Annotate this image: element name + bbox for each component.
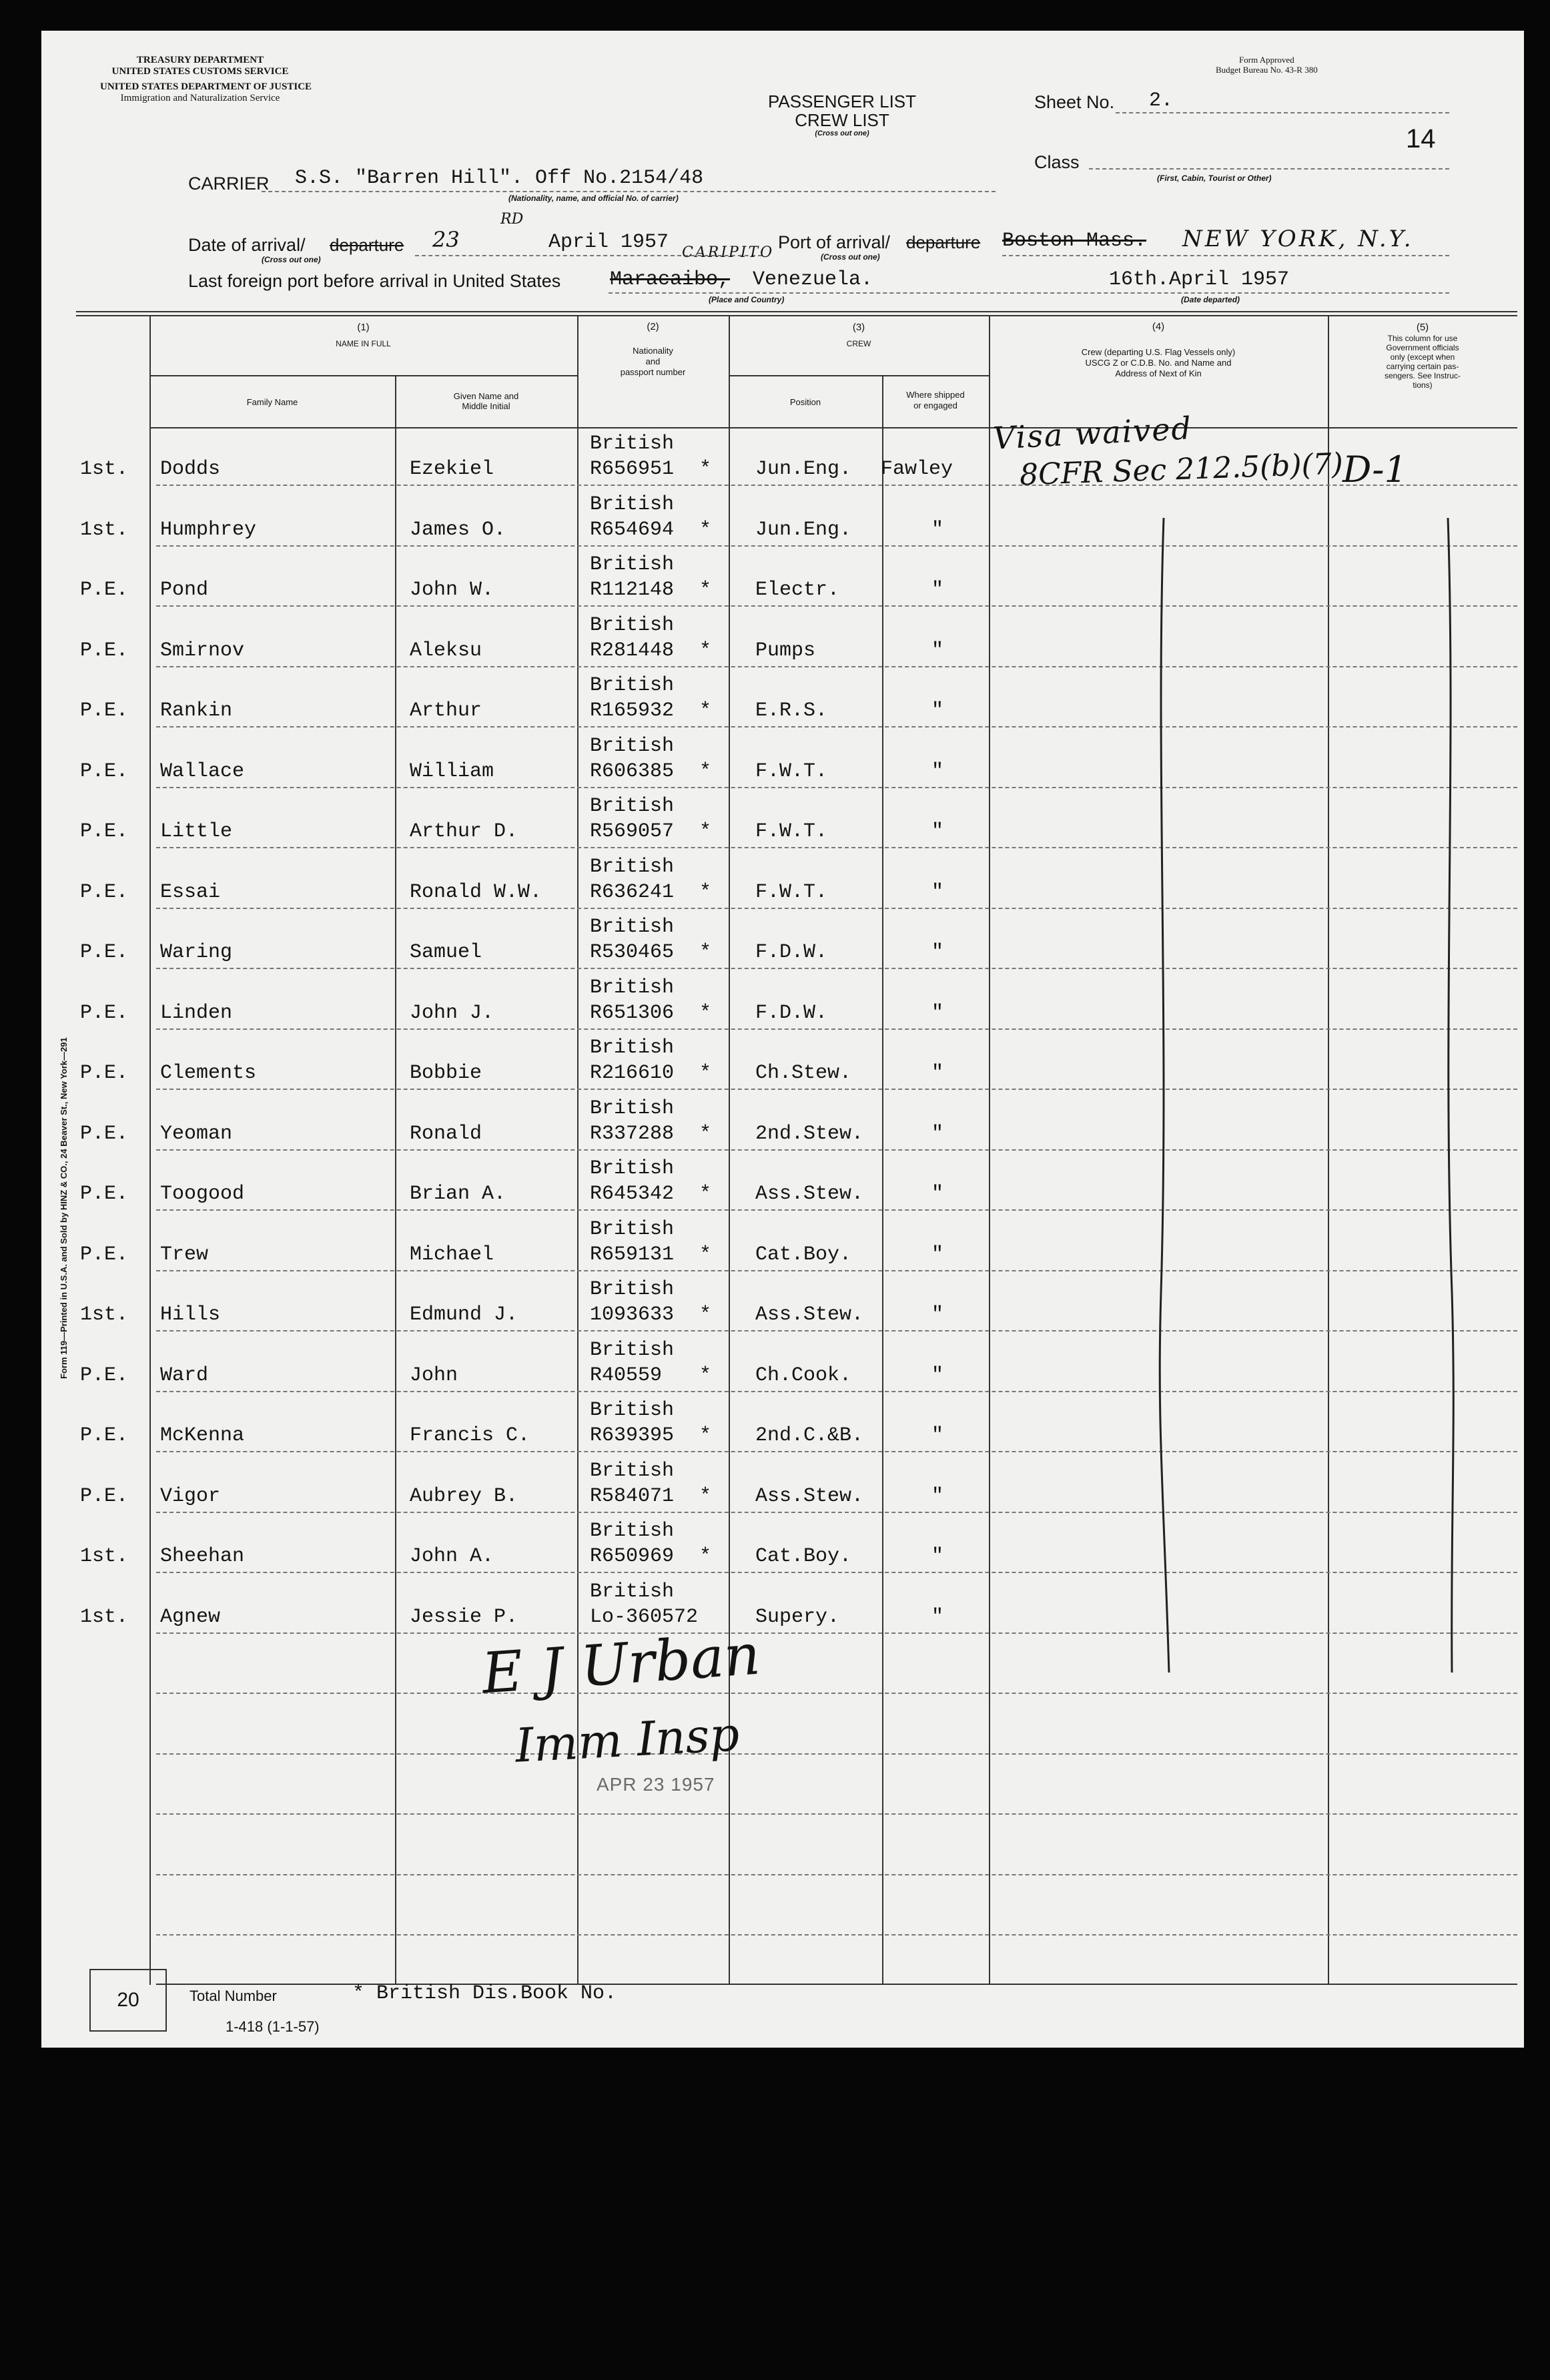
row-class: 1st. [80,518,129,541]
row-given-name: John J. [410,1001,494,1024]
row-given-name: Ronald [410,1122,482,1145]
row-passport: R112148 [590,579,675,601]
row-family-name: Hills [160,1303,221,1326]
row-passport: R656951 [590,458,675,481]
carrier-line [262,191,996,192]
code-note: D-1 [1342,449,1407,491]
row-where-shipped: " [931,1545,944,1568]
row-position: Cat.Boy. [755,1545,852,1568]
col4-header [989,322,1328,379]
row-given-name: James O. [410,518,506,541]
document-page [41,31,1524,2048]
header-line: Where shipped [906,390,965,400]
row-given-name: John A. [410,1545,494,1568]
row-dis-book-mark: * [699,880,712,904]
form-approved [1216,55,1318,75]
row-class: P.E. [80,1001,129,1024]
header-line: only (except when [1390,352,1455,362]
row-where-shipped: " [931,880,944,904]
date-arrival-label: Date of arrival/ [188,235,306,255]
header-bottom-rule [149,427,1517,428]
header-line: USCG Z or C.D.B. No. and Name and [1085,358,1232,368]
header-line: Address of Next of Kin [1115,368,1202,378]
row-class: P.E. [80,1364,129,1387]
empty-row-rule [156,1693,1517,1694]
shipped-header [882,390,989,411]
empty-row-rule [156,1813,1517,1815]
col-title: CREW [846,339,871,348]
row-given-name: Aleksu [410,639,482,662]
row-position: Electr. [755,579,840,601]
row-position: 2nd.Stew. [755,1122,864,1145]
row-dis-book-mark: * [699,458,712,481]
header-line: or engaged [913,400,957,410]
row-dis-book-mark: * [699,518,712,541]
row-family-name: Yeoman [160,1122,233,1145]
col-title: NAME IN FULL [336,339,391,348]
row-passport: R645342 [590,1183,675,1205]
header-line: Middle Initial [462,401,510,411]
cross-out-note: (Cross out one) [815,129,869,137]
class-note: (First, Cabin, Tourist or Other) [1157,174,1272,183]
row-family-name: Linden [160,1001,233,1024]
list-title-line: CREW LIST [795,110,889,130]
row-nationality: British [590,674,675,697]
row-dis-book-mark: * [699,820,712,843]
row-class: P.E. [80,1183,129,1205]
col-divider [395,375,396,1985]
row-passport: 1093633 [590,1303,675,1326]
row-given-name: Jessie P. [410,1605,518,1628]
row-given-name: Ezekiel [410,458,494,481]
col2-header [577,322,729,378]
row-where-shipped: " [931,639,944,662]
side-print: Form 119—Printed in U.S.A. and Sold by HINZ & CO., 24 Beaver St., New York—291 [59,1037,69,1379]
inspector-signature: E J Urban [480,1621,763,1707]
row-position: Ch.Stew. [755,1062,852,1085]
row-passport: R216610 [590,1062,675,1085]
row-where-shipped: " [931,699,944,722]
row-passport: R281448 [590,639,675,662]
empty-row-rule [156,1934,1517,1936]
row-passport: R337288 [590,1122,675,1145]
port-cross-note: (Cross out one) [821,252,880,262]
row-where-shipped: " [931,1122,944,1145]
row-nationality: British [590,976,675,999]
col-divider [882,375,883,1985]
form-approved-line: Form Approved [1239,55,1294,65]
row-where-shipped: " [931,1062,944,1085]
row-family-name: McKenna [160,1424,245,1447]
row-family-name: Vigor [160,1484,221,1508]
row-family-name: Essai [160,880,221,904]
row-position: Jun.Eng. [755,458,852,481]
row-where-shipped: " [931,518,944,541]
row-given-name: Brian A. [410,1183,506,1205]
header-line: and [645,356,661,366]
day: 23 [432,227,460,252]
row-dis-book-mark: * [699,1424,712,1447]
last-port-line [609,292,1449,294]
class-label: Class [1034,152,1080,172]
row-nationality: British [590,916,675,938]
col-number: (3) [852,322,865,333]
row-family-name: Rankin [160,699,233,722]
col5-header [1328,322,1517,390]
date-departed-note: (Date departed) [1181,295,1240,304]
header-line: carrying certain pas- [1386,362,1459,371]
row-nationality: British [590,1580,675,1603]
row-passport: R654694 [590,518,675,541]
row-nationality: British [590,855,675,878]
family-name-header: Family Name [246,397,298,407]
agency-line: TREASURY DEPARTMENT [136,55,264,65]
row-class: P.E. [80,579,129,601]
list-title [715,92,969,138]
row-where-shipped: " [931,760,944,783]
row-nationality: British [590,795,675,818]
col1-header [149,322,577,350]
row-position: Pumps [755,639,816,662]
row-rule [156,485,1517,486]
row-where-shipped: " [931,941,944,964]
sheet-line [1116,112,1449,113]
row-given-name: William [410,760,494,783]
row-passport: R606385 [590,760,675,783]
row-position: Ass.Stew. [755,1303,864,1326]
row-family-name: Pond [160,579,209,601]
row-given-name: Aubrey B. [410,1484,518,1508]
row-given-name: Michael [410,1243,494,1266]
row-nationality: British [590,1157,675,1180]
row-position: F.W.T. [755,820,828,843]
form-number: 1-418 (1-1-57) [226,2018,320,2035]
agency-line: UNITED STATES DEPARTMENT OF JUSTICE [100,81,312,92]
row-where-shipped: " [931,579,944,601]
row-where-shipped: " [931,1484,944,1508]
row-family-name: Wallace [160,760,245,783]
date-stamp: APR 23 1957 [597,1774,715,1795]
col3-header [729,322,989,350]
total-number-label: Total Number [189,1988,277,2004]
list-title-line: PASSENGER LIST [767,91,917,111]
row-dis-book-mark: * [699,579,712,601]
row-class: 1st. [80,458,129,481]
visa-waived-note: Visa waived [992,410,1194,457]
row-passport: R165932 [590,699,675,722]
page-number: 14 [1406,124,1436,154]
row-given-name: Arthur D. [410,820,518,843]
row-dis-book-mark: * [699,639,712,662]
bracket-line [1160,518,1169,1673]
row-nationality: British [590,1036,675,1059]
port-struck-word: departure [906,232,981,252]
header-line: Nationality [633,346,673,356]
row-given-name: Arthur [410,699,482,722]
col-number: (5) [1416,322,1429,333]
day-suffix: RD [500,211,524,228]
row-passport: R40559 [590,1364,663,1387]
row-where-shipped: Fawley [881,458,953,481]
row-nationality: British [590,493,675,516]
row-dis-book-mark: * [699,1183,712,1205]
row-family-name: Agnew [160,1605,221,1628]
row-passport: Lo-360572 [590,1605,699,1628]
port-handwritten: NEW YORK, N.Y. [1182,226,1414,252]
header-line: Given Name and [453,391,519,401]
row-dis-book-mark: * [699,1062,712,1085]
row-family-name: Smirnov [160,639,245,662]
header-line: Crew (departing U.S. Flag Vessels only) [1081,347,1236,357]
row-given-name: Bobbie [410,1062,482,1085]
inspector-title: Imm Insp [514,1707,741,1773]
row-class: P.E. [80,1122,129,1145]
date-cross-note: (Cross out one) [262,255,321,264]
row-position: F.W.T. [755,760,828,783]
position-header: Position [789,397,821,407]
row-given-name: Edmund J. [410,1303,518,1326]
row-family-name: Humphrey [160,518,257,541]
row-where-shipped: " [931,1243,944,1266]
row-passport: R650969 [590,1545,675,1568]
last-port-country: Venezuela. [753,268,873,291]
row-family-name: Little [160,820,233,843]
row-nationality: British [590,1459,675,1482]
row-nationality: British [590,432,675,455]
row-nationality: British [590,1217,675,1241]
row-where-shipped: " [931,1605,944,1628]
carrier-note: (Nationality, name, and official No. of carrier) [508,194,679,203]
header-line: Government officials [1386,343,1459,352]
header-line: tions) [1413,380,1433,390]
port-arrival-label: Port of arrival/ [778,232,891,252]
row-class: P.E. [80,820,129,843]
class-line [1089,168,1449,170]
row-family-name: Trew [160,1243,209,1266]
row-dis-book-mark: * [699,1303,712,1326]
form-approved-line: Budget Bureau No. 43-R 380 [1216,65,1318,75]
place-note: (Place and Country) [709,295,785,304]
port-line [1002,255,1449,256]
col-number: (1) [357,322,370,333]
month-year: April 1957 [548,231,669,254]
row-dis-book-mark: * [699,1001,712,1024]
row-nationality: British [590,1338,675,1362]
port-typed: Boston Mass. [1002,230,1147,252]
row-class: P.E. [80,941,129,964]
sheet-number: 2. [1149,89,1174,112]
empty-row-rule [156,1753,1517,1755]
row-position: Ch.Cook. [755,1364,852,1387]
carrier-label: CARRIER [188,174,270,194]
agency-block [100,55,312,104]
row-class: P.E. [80,1243,129,1266]
row-where-shipped: " [931,1001,944,1024]
row-position: E.R.S. [755,699,828,722]
footnote: * British Dis.Book No. [352,1982,617,2005]
row-where-shipped: " [931,1183,944,1205]
row-passport: R651306 [590,1001,675,1024]
sheet-label: Sheet No. [1034,92,1115,112]
row-position: F.W.T. [755,880,828,904]
row-family-name: Ward [160,1364,209,1387]
row-position: Jun.Eng. [755,518,852,541]
row-where-shipped: " [931,820,944,843]
header-rule [729,375,989,376]
row-class: 1st. [80,1545,129,1568]
row-position: Ass.Stew. [755,1183,864,1205]
header-rule [149,375,577,376]
row-where-shipped: " [931,1303,944,1326]
row-nationality: British [590,734,675,758]
total-number-box: 20 [89,1969,167,2032]
row-passport: R659131 [590,1243,675,1266]
col-number: (4) [1152,321,1165,332]
agency-line: UNITED STATES CUSTOMS SERVICE [111,66,289,77]
regulation-note: 8CFR Sec 212.5(b)(7) [1019,447,1344,493]
row-class: P.E. [80,1424,129,1447]
row-position: 2nd.C.&B. [755,1424,864,1447]
row-given-name: John W. [410,579,494,601]
row-given-name: Samuel [410,941,482,964]
row-class: P.E. [80,880,129,904]
given-name-header [395,391,577,411]
row-passport: R530465 [590,941,675,964]
row-given-name: Ronald W.W. [410,880,542,904]
table-top-rule [76,311,1517,312]
row-dis-book-mark: * [699,760,712,783]
row-family-name: Toogood [160,1183,245,1205]
row-family-name: Waring [160,941,233,964]
row-passport: R569057 [590,820,675,843]
row-position: F.D.W. [755,1001,828,1024]
row-class: P.E. [80,760,129,783]
row-given-name: John [410,1364,458,1387]
row-passport: R639395 [590,1424,675,1447]
header-line: passport number [620,367,686,377]
row-class: P.E. [80,1062,129,1085]
row-nationality: British [590,1399,675,1422]
agency-line: Immigration and Naturalization Service [120,93,280,103]
row-nationality: British [590,553,675,576]
empty-row-rule [156,1874,1517,1875]
row-family-name: Dodds [160,458,221,481]
col-divider [149,316,151,1985]
row-where-shipped: " [931,1424,944,1447]
row-where-shipped: " [931,1364,944,1387]
bracket-line [1448,518,1453,1673]
row-passport: R636241 [590,880,675,904]
last-port-label: Last foreign port before arrival in United States [188,271,561,291]
header-line: sengers. See Instruc- [1384,371,1461,380]
row-nationality: British [590,1278,675,1301]
row-nationality: British [590,1097,675,1120]
row-dis-book-mark: * [699,1364,712,1387]
row-dis-book-mark: * [699,941,712,964]
row-dis-book-mark: * [699,1122,712,1145]
col-number: (2) [647,321,659,332]
row-class: P.E. [80,639,129,662]
row-position: Ass.Stew. [755,1484,864,1508]
row-class: 1st. [80,1303,129,1326]
row-dis-book-mark: * [699,1545,712,1568]
carrier-value: S.S. "Barren Hill". Off No.2154/48 [295,167,704,190]
row-dis-book-mark: * [699,1484,712,1508]
row-nationality: British [590,613,675,637]
row-dis-book-mark: * [699,699,712,722]
row-position: F.D.W. [755,941,828,964]
table-top-rule [76,315,1517,316]
row-position: Supery. [755,1605,840,1628]
row-passport: R584071 [590,1484,675,1508]
bracket-lines [989,491,1509,1693]
row-nationality: British [590,1520,675,1542]
row-position: Cat.Boy. [755,1243,852,1266]
row-class: P.E. [80,1484,129,1508]
date-struck-word: departure [330,235,404,255]
row-class: 1st. [80,1605,129,1628]
header-line: This column for use [1387,334,1458,343]
last-port-handwritten: CARIPITO [682,244,775,261]
row-class: P.E. [80,699,129,722]
row-family-name: Sheehan [160,1545,245,1568]
row-given-name: Francis C. [410,1424,530,1447]
row-family-name: Clements [160,1062,257,1085]
last-port-struck: Maracaibo, [610,268,731,291]
row-dis-book-mark: * [699,1243,712,1266]
date-departed: 16th.April 1957 [1109,268,1290,291]
